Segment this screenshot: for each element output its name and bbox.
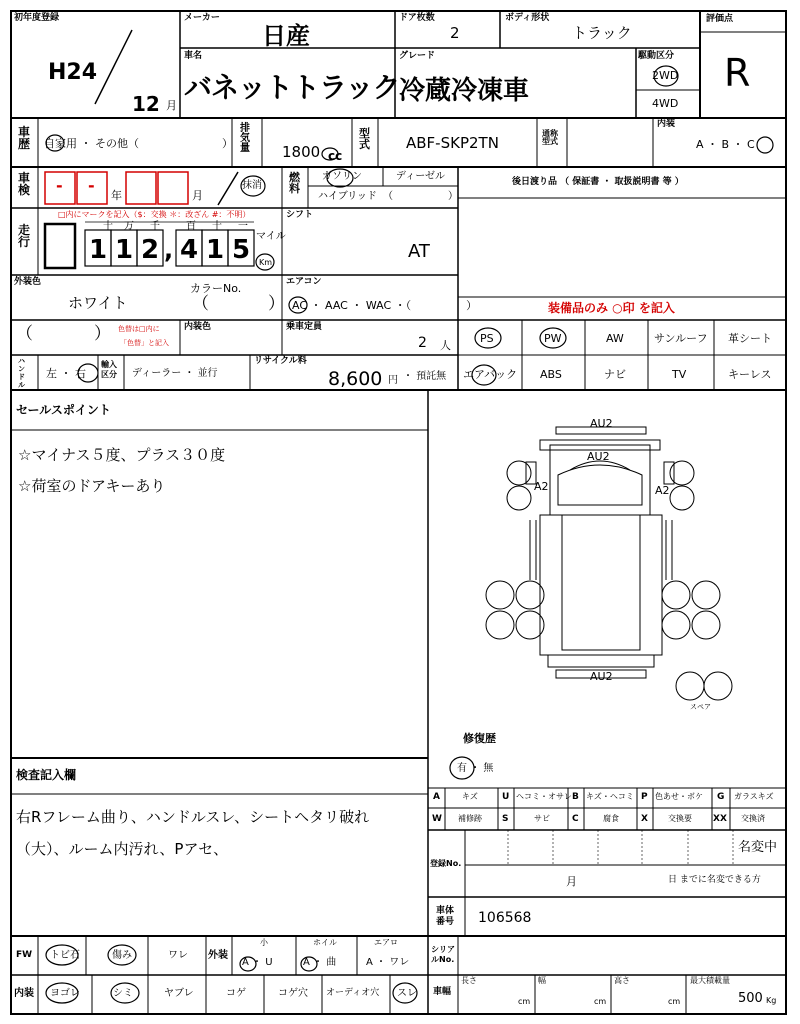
grade-score-label: 評価点 xyxy=(706,14,734,24)
int-item: コゲ xyxy=(226,988,246,999)
maker: 日産 xyxy=(262,22,310,50)
height-cm: cm xyxy=(668,997,681,1006)
legend-desc: 腐食 xyxy=(603,814,619,823)
color-label: 外装色 xyxy=(14,277,42,287)
int-label: 内装 xyxy=(14,988,34,999)
displacement-unit: cc xyxy=(328,149,343,163)
fw-item: ワレ xyxy=(168,950,188,961)
equip-sunroof: サンルーフ xyxy=(654,332,708,345)
wheel-label: ホイル xyxy=(313,938,337,947)
registration-day-text: 日 までに名変できる方 xyxy=(668,875,761,885)
fuel-other-close: ） xyxy=(448,191,458,202)
mileage-label: 走行 xyxy=(18,223,31,249)
handle-value: 左 ・ 右 xyxy=(46,367,86,380)
equip-abs: ABS xyxy=(540,368,562,381)
spare-label: スペア xyxy=(690,703,711,711)
capacity-unit: 人 xyxy=(440,339,451,352)
recycle-label: リサイクル料 xyxy=(254,356,307,366)
max-load-label: 最大積載量 xyxy=(690,976,730,985)
small-options: A ・ U xyxy=(242,957,273,968)
grade-score: R xyxy=(724,51,751,95)
displacement: 1800 xyxy=(282,143,321,161)
mileage-digit: 1 xyxy=(88,235,108,265)
fuel-gasoline: ガソリン xyxy=(322,171,362,182)
mileage-note: □内にマークを記入（$：交換 ＊：改ざん #：不明） xyxy=(58,210,251,219)
color-change-note2: 「色替」と記入 xyxy=(120,339,169,347)
chassis-label: 車体番号 xyxy=(436,906,455,927)
unit-label-0: 十 xyxy=(103,221,113,232)
legend-code: B xyxy=(572,792,579,802)
mileage-digit: 5 xyxy=(231,235,251,265)
handle-label: ハンドル xyxy=(18,357,25,389)
unit-label-2: 千 xyxy=(150,221,160,232)
mileage-digit: 2 xyxy=(140,235,160,265)
sales-points-label: セールスポイント xyxy=(16,403,111,417)
import-label: 輸入区分 xyxy=(101,360,117,379)
later-items-label: 後日渡り品 （ 保証書 ・ 取扱説明書 等 ） xyxy=(512,177,684,187)
small-label: 小 xyxy=(260,938,268,947)
height-label: 高さ xyxy=(614,976,630,985)
legend-code: P xyxy=(641,792,648,802)
int-item: スレ xyxy=(397,988,417,999)
int-item: ヤブレ xyxy=(164,988,194,999)
legend-code: XX xyxy=(713,814,727,824)
km-label: Km xyxy=(259,258,273,267)
history-text: 自家用 ・ その他（ xyxy=(44,137,139,150)
fuel-label: 燃料 xyxy=(289,171,300,195)
legend-desc: キズ xyxy=(462,792,478,801)
color-no-label: カラーNo. xyxy=(190,282,242,295)
int-item: オーディオ穴 xyxy=(326,988,380,998)
fw-item: 傷み xyxy=(112,950,132,961)
ac-options: AC ・ AAC ・ WAC ・（ ） xyxy=(292,299,478,312)
color-no-close: ） xyxy=(268,294,285,314)
recycle-deposit: ・ 預託無 xyxy=(403,371,447,382)
recycle-unit: 円 xyxy=(388,375,398,386)
doors: 2 xyxy=(450,24,460,42)
length-label: 長さ xyxy=(461,976,477,985)
interior-grades: A ・ B ・ C xyxy=(696,138,755,151)
interior-label: 内装 xyxy=(657,119,676,129)
registration-label: 登録No. xyxy=(430,859,462,868)
grade: 冷蔵冷凍車 xyxy=(399,76,530,106)
equip-note: 装備品のみ ○印 を記入 xyxy=(548,301,675,315)
first-reg-month-unit: 月 xyxy=(166,99,177,112)
chassis-number: 106568 xyxy=(478,910,532,926)
legend-code: U xyxy=(502,792,510,802)
fuel-other: （ xyxy=(383,191,393,202)
repaint-close: ） xyxy=(94,324,111,344)
mileage-digit: 1 xyxy=(114,235,134,265)
length-cm: cm xyxy=(518,997,531,1006)
doors-label: ドア枚数 xyxy=(399,13,435,23)
history-label: 車歴 xyxy=(18,125,31,151)
displacement-label: 排気量 xyxy=(240,123,250,154)
legend-code: S xyxy=(502,814,509,824)
equip-keyless: キーレス xyxy=(728,368,772,381)
model-name: バネットトラック xyxy=(184,71,400,104)
max-load-unit: Kg xyxy=(766,996,777,1005)
recycle-fee: 8,600 xyxy=(328,368,383,390)
history-close: ） xyxy=(222,137,233,150)
legend-desc: 補修跡 xyxy=(458,814,482,823)
legend-desc: キズ・ヘコミ xyxy=(586,792,634,801)
legend-desc: ヘコミ・オサレ xyxy=(516,792,572,801)
diagram-label-a2-left: A2 xyxy=(534,480,549,493)
diagram-label-au2-rear: AU2 xyxy=(590,670,613,683)
repaint-open: （ xyxy=(16,324,33,344)
unregistered: 抹消 xyxy=(242,180,262,191)
fw-label: FW xyxy=(16,950,33,960)
equip-pw: PW xyxy=(544,332,562,345)
unit-label-3: 百 xyxy=(186,221,196,232)
inspection-note-line: （大）、ルーム内汚れ、Pアセ、 xyxy=(16,840,229,858)
exterior-color: ホワイト xyxy=(68,294,128,312)
capacity-label: 乗車定員 xyxy=(286,322,323,332)
common-type-label: 通称型式 xyxy=(542,129,558,146)
diagram-label-au2-top: AU2 xyxy=(590,417,613,430)
interior-color-label: 内装色 xyxy=(184,322,212,332)
shift: AT xyxy=(408,241,430,262)
unit-label-1: 万 xyxy=(124,221,134,232)
diagram-label-a2-right: A2 xyxy=(655,484,670,497)
shift-label: シフト xyxy=(286,210,314,220)
legend-code: C xyxy=(572,814,579,824)
mileage-digit: 1 xyxy=(205,235,225,265)
model-label: 車名 xyxy=(184,51,203,61)
aero-options: A ・ ワレ xyxy=(366,957,410,968)
unit-label-4: 十 xyxy=(212,221,222,232)
width-label: 幅 xyxy=(538,976,546,985)
first-reg-label: 初年度登録 xyxy=(14,13,60,23)
wheel-options: A ・ 曲 xyxy=(303,957,337,968)
width-cm: cm xyxy=(594,997,607,1006)
vehicle-diagram xyxy=(486,427,732,700)
registration-month: 月 xyxy=(566,875,577,888)
maker-label: メーカー xyxy=(184,13,220,23)
int-item: シミ xyxy=(113,988,133,999)
sales-point-line: ☆マイナス５度、プラス３０度 xyxy=(18,446,226,464)
repair-value: 有 ・ 無 xyxy=(457,763,494,774)
repair-label: 修復歴 xyxy=(463,732,496,745)
color-no-open: （ xyxy=(192,294,209,314)
first-reg-year: H24 xyxy=(48,60,98,85)
inspection-year-unit: 年 xyxy=(111,189,122,202)
grade-label: グレード xyxy=(399,51,436,61)
ac-label: エアコン xyxy=(286,277,322,287)
drive-label: 駆動区分 xyxy=(638,51,675,61)
inspection-dash2: - xyxy=(88,176,95,195)
equip-tv: TV xyxy=(672,368,687,381)
equip-ps: PS xyxy=(480,332,494,345)
legend-desc: 交換要 xyxy=(668,814,692,823)
max-load: 500 xyxy=(738,991,763,1006)
legend-desc: 交換済 xyxy=(741,814,765,823)
fuel-diesel: ディーゼル xyxy=(396,171,445,182)
vehicle-type: ABF-SKP2TN xyxy=(406,134,499,152)
int-item: コゲ穴 xyxy=(278,988,308,999)
drive-2wd: 2WD xyxy=(652,69,679,82)
drive-4wd: 4WD xyxy=(652,97,679,110)
size-label: 車幅 xyxy=(433,987,452,997)
legend-code: X xyxy=(641,814,648,824)
body-type: トラック xyxy=(572,24,632,42)
inspection-dash1: - xyxy=(56,176,63,195)
equip-aw: AW xyxy=(606,332,624,345)
legend-code: G xyxy=(717,792,725,802)
inspection-notes-label: 検査記入欄 xyxy=(16,768,77,782)
mileage-comma: , xyxy=(164,236,174,264)
type-label: 型式 xyxy=(359,127,370,151)
color-change-note1: 色替は□内に xyxy=(118,325,160,333)
legend-desc: サビ xyxy=(534,814,550,823)
legend-desc: ガラスキズ xyxy=(734,792,774,801)
legend-code: W xyxy=(432,814,442,824)
mile-label: マイル xyxy=(256,231,286,242)
inspection-month-unit: 月 xyxy=(192,189,203,202)
import-options: ディーラー ・ 並行 xyxy=(132,368,218,379)
mileage-digit: 4 xyxy=(179,235,199,265)
fuel-hybrid: ハイブリッド xyxy=(318,191,377,202)
body-label: ボディ形状 xyxy=(505,13,550,23)
name-change: 名変中 xyxy=(738,840,778,855)
aero-label: エアロ xyxy=(374,938,398,947)
int-item: ヨゴレ xyxy=(50,988,80,999)
equip-navi: ナビ xyxy=(604,368,626,381)
equip-airbag: エアバック xyxy=(463,368,518,381)
equip-leather: 革シート xyxy=(728,332,772,345)
fw-item: トビ石 xyxy=(50,950,80,961)
unit-label-5: 一 xyxy=(238,221,248,232)
serial-label: シリアルNo. xyxy=(431,945,455,964)
ext-label: 外装 xyxy=(208,950,228,961)
inspection-note-line: 右Rフレーム曲り、ハンドルスレ、シートヘタリ破れ xyxy=(16,808,370,826)
diagram-label-au2-hood: AU2 xyxy=(587,450,610,463)
sales-point-line: ☆荷室のドアキーあり xyxy=(18,477,166,495)
first-reg-month: 12 xyxy=(132,92,160,116)
inspection-label: 車検 xyxy=(18,171,31,197)
legend-code: A xyxy=(433,792,440,802)
legend-desc: 色あせ・ボケ xyxy=(655,792,703,801)
capacity: 2 xyxy=(418,335,427,351)
